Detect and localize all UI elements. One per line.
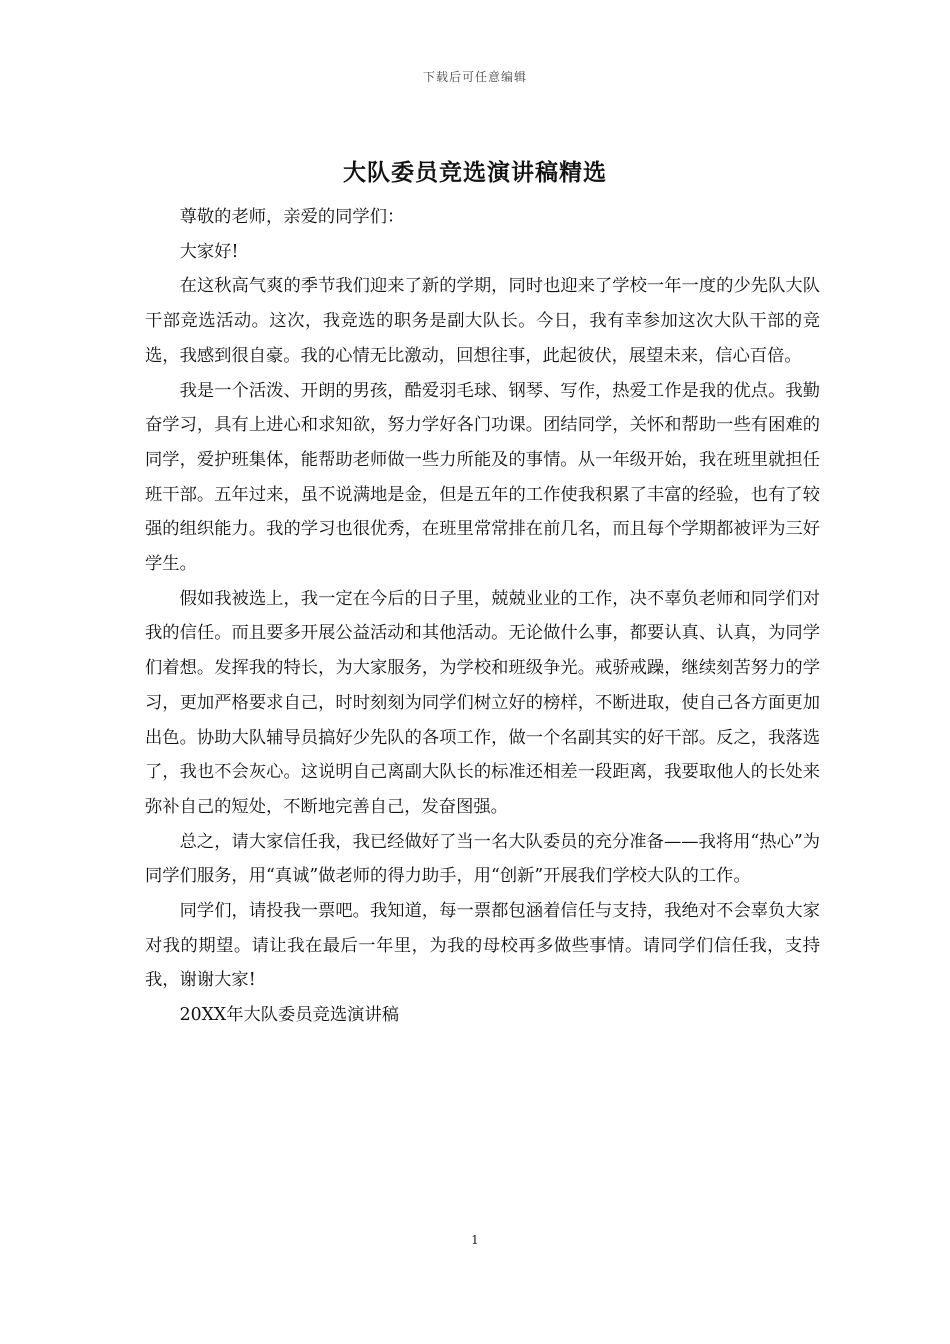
paragraph-intro: 在这秋高气爽的季节我们迎来了新的学期，同时也迎来了学校一年一度的少先队大队干部竞选活动。这次，我竞选的职务是副大队长。今日，我有幸参加这次大队干部的竞选，我感到很自豪。我的心情无比激动，回想往事，此起彼伏，展望未来，信心百倍。: [145, 276, 820, 366]
next-section-heading: 20XX年大队委员竞选演讲稿: [179, 1005, 400, 1026]
document-title: 大队委员竞选演讲稿精选: [343, 160, 607, 186]
document-body: [145, 200, 820, 1033]
page-header: 下载后可任意编辑: [422, 70, 527, 84]
salutation: 尊敬的老师，亲爱的同学们：: [179, 207, 405, 227]
paragraph-promise: 假如我被选上，我一定在今后的日子里，兢兢业业的工作，决不辜负老师和同学们对我的信任。而且要多开展公益活动和其他活动。无论做什么事，都要认真、认真，为同学们着想。发挥我的特长，为大家服务，为学校和班级争光。戒骄戒躁，继续刻苦努力的学习，更加严格要求自己，时时刻刻为同学们树立好的榜样，不断进取，使自己各方面更加出色。协助大队辅导员搞好少先队的各项工作，做一个名副其实的好干部。反之，我落选了，我也不会灰心。这说明自己离副大队长的标准还相差一段距离，我要取他人的长处来弥补自己的短处，不断地完善自己，发奋图强。: [145, 588, 820, 817]
page-number: 1: [471, 1233, 479, 1247]
paragraph-closing: 同学们，请投我一票吧。我知道，每一票都包涵着信任与支持，我绝对不会辜负大家对我的期望。请让我在最后一年里，为我的母校再多做些事情。请同学们信任我，支持我，谢谢大家!: [145, 901, 820, 991]
greeting: 大家好!: [179, 241, 239, 262]
paragraph-summary: 总之，请大家信任我，我已经做好了当一名大队委员的充分准备——我将用“热心”为同学们服务，用“真诚”做老师的得力助手，用“创新”开展我们学校大队的工作。: [145, 831, 820, 887]
paragraph-self-description: 我是一个活泼、开朗的男孩，酷爱羽毛球、钢琴、写作，热爱工作是我的优点。我勤奋学习，具有上进心和求知欲，努力学好各门功课。团结同学，关怀和帮助一些有困难的同学，爱护班集体，能帮助老师做一些力所能及的事情。从一年级开始，我在班里就担任班干部。五年过来，虽不说满地是金，但是五年的工作使我积累了丰富的经验，也有了较强的组织能力。我的学习也很优秀，在班里常常排在前几名，而且每个学期都被评为三好学生。: [145, 380, 820, 575]
